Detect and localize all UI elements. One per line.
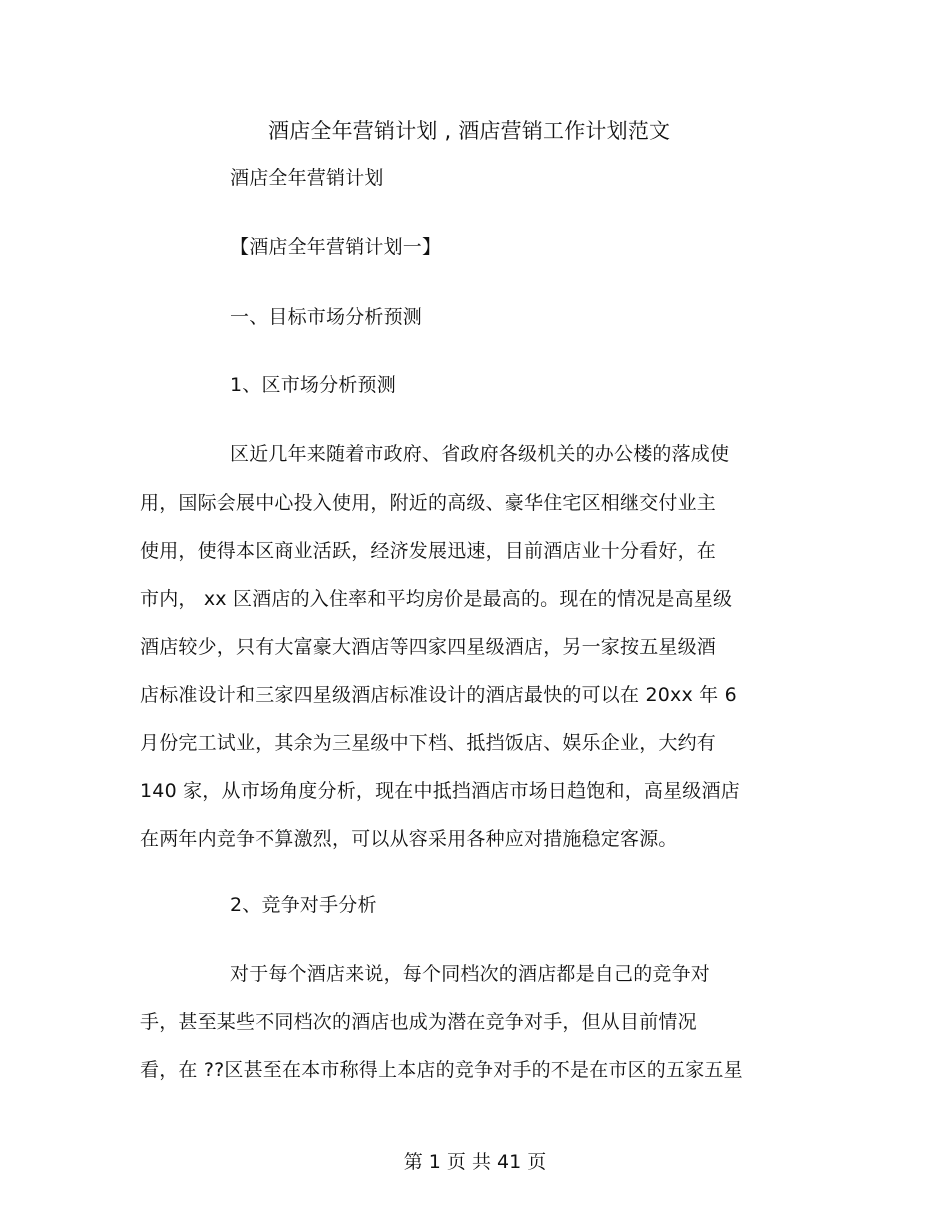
paragraph-line: 对于每个酒店来说，每个同档次的酒店都是自己的竞争对 (230, 963, 711, 985)
section-heading: 【酒店全年营销计划一】 (230, 236, 442, 258)
paragraph-line: 月份完工试业，其余为三星级中下档、抵挡饭店、娱乐企业，大约有 (140, 732, 717, 754)
paragraph-line: 使用，使得本区商业活跃，经济发展迅速，目前酒店业十分看好，在 (140, 540, 717, 562)
paragraph-line: 用，国际会展中心投入使用，附近的高级、豪华住宅区相继交付业主 (140, 492, 717, 514)
paragraph-line: 手，甚至某些不同档次的酒店也成为潜在竞争对手，但从目前情况 (140, 1011, 697, 1033)
heading-1-1: 1、区市场分析预测 (230, 374, 396, 396)
heading-1-2: 2、竞争对手分析 (230, 894, 377, 916)
page-footer: 第 1 页 共 41 页 (403, 1151, 547, 1173)
paragraph-line: 市内， xx 区酒店的入住率和平均房价是最高的。现在的情况是高星级 (140, 588, 733, 610)
paragraph-line: 店标准设计和三家四星级酒店标准设计的酒店最快的可以在 20xx 年 6 (140, 684, 737, 706)
paragraph-line: 在两年内竞争不算激烈，可以从容采用各种应对措施稳定客源。 (140, 828, 678, 850)
paragraph-line: 140 家，从市场角度分析，现在中抵挡酒店市场日趋饱和，高星级酒店 (140, 780, 740, 802)
paragraph-line: 酒店较少，只有大富豪大酒店等四家四星级酒店，另一家按五星级酒 (140, 636, 717, 658)
document-subtitle: 酒店全年营销计划 (230, 167, 384, 189)
heading-1: 一、目标市场分析预测 (230, 306, 423, 328)
paragraph-line: 区近几年来随着市政府、省政府各级机关的办公楼的落成使 (230, 443, 730, 465)
document-title: 酒店全年营销计划 , 酒店营销工作计划范文 (268, 119, 671, 143)
paragraph-line: 看，在 ??区甚至在本市称得上本店的竞争对手的不是在市区的五家五星 (140, 1059, 743, 1081)
